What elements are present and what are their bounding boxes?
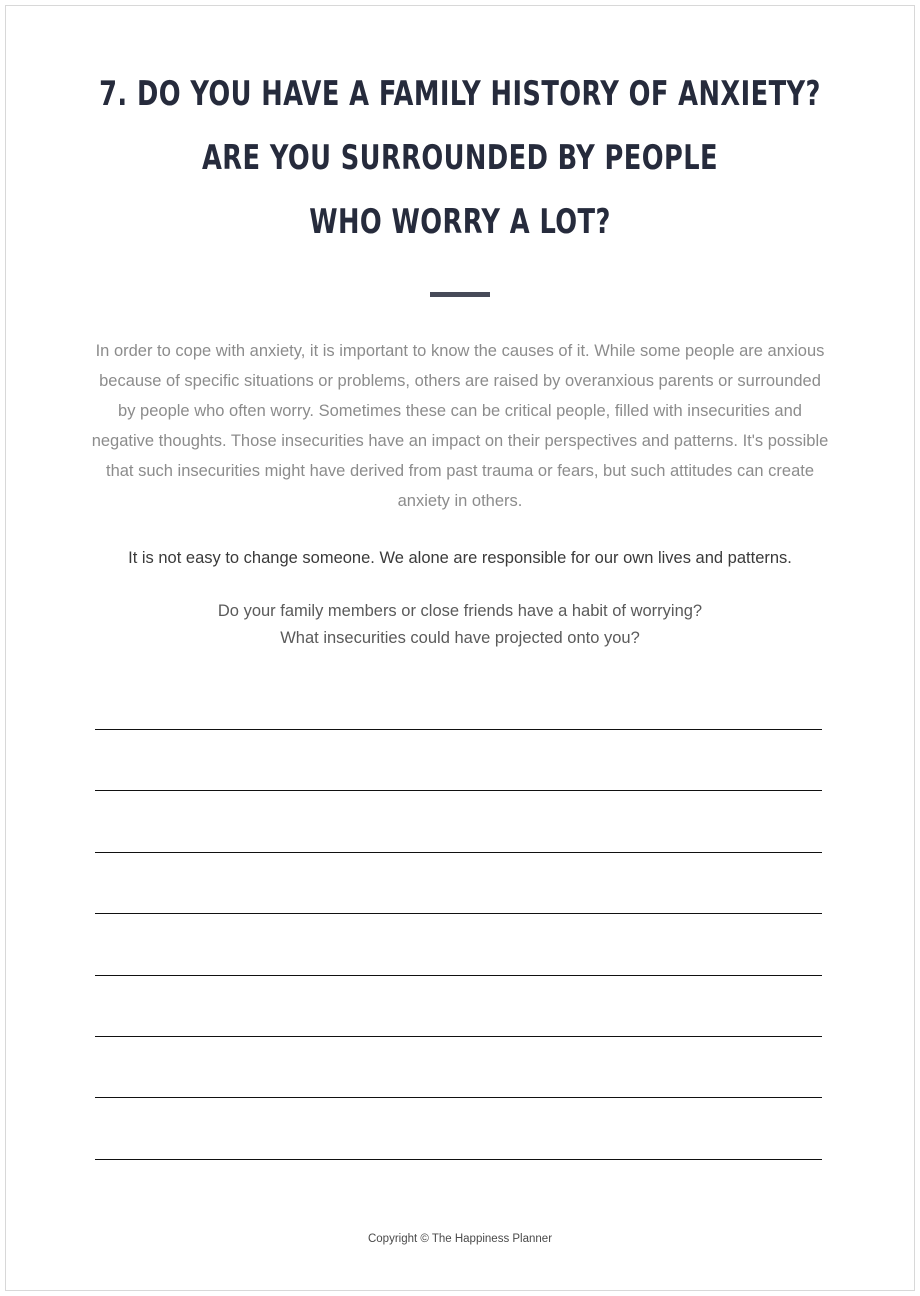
- divider-container: [0, 284, 920, 302]
- page-title-line-1: 7. DO YOU HAVE A FAMILY HISTORY OF ANXIETY?: [99, 74, 821, 114]
- section-divider: [430, 292, 490, 297]
- page-title-line-3: WHO WORRY A LOT?: [309, 202, 611, 242]
- page-title: [0, 0, 920, 254]
- prompt-question-2: What insecurities could have projected onto you?: [280, 629, 640, 647]
- answer-line[interactable]: [95, 1036, 822, 1037]
- prompt-questions: [70, 572, 850, 652]
- answer-line[interactable]: [95, 913, 822, 914]
- answer-line[interactable]: [95, 790, 822, 791]
- footer-copyright: Copyright © The Happiness Planner: [367, 1233, 553, 1245]
- answer-writing-area[interactable]: [95, 729, 822, 1160]
- intro-paragraph: In order to cope with anxiety, it is important to know the causes of it. While some people are anxious because of specific situations or problems, others are raised by overanxious parents or surrounded by people who often worry. Sometimes these can be critical people, filled with insecurities and negative thoughts. Those insecurities have an impact on their perspectives and patterns. It's possible that such insecurities might have derived from past trauma or fears, but such attitudes can create anxiety in others.: [91, 342, 829, 510]
- answer-line[interactable]: [95, 975, 822, 976]
- answer-line[interactable]: [95, 1159, 822, 1160]
- answer-line[interactable]: [95, 1097, 822, 1098]
- page-title-line-2: ARE YOU SURROUNDED BY PEOPLE: [201, 138, 718, 178]
- emphasis-paragraph: It is not easy to change someone. We alone are responsible for our own lives and patterns.: [128, 549, 792, 567]
- prompt-question-1: Do your family members or close friends have a habit of worrying?: [217, 602, 703, 620]
- answer-line[interactable]: [95, 729, 822, 730]
- answer-line[interactable]: [95, 852, 822, 853]
